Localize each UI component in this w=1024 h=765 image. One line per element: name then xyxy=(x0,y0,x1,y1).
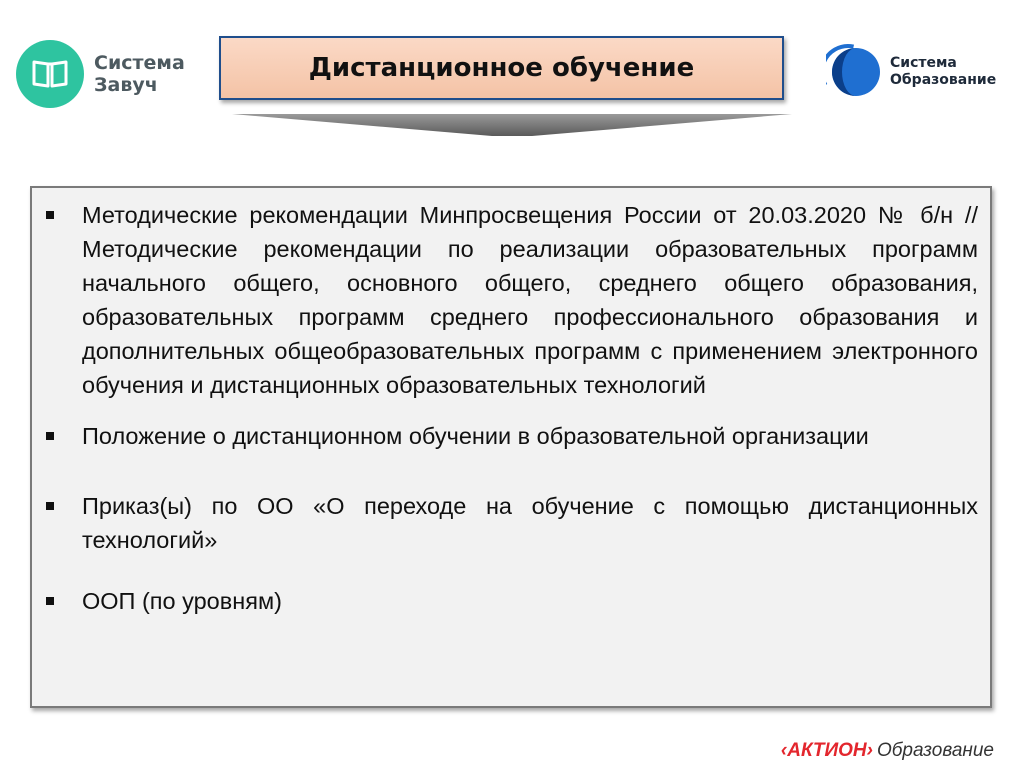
bullet-square-icon xyxy=(46,502,54,510)
page-title: Дистанционное обучение xyxy=(308,53,695,83)
list-item xyxy=(44,489,978,557)
title-banner xyxy=(219,36,784,100)
logo-left-line1: Система xyxy=(94,52,185,74)
list-item xyxy=(44,419,978,453)
title-shadow-arrow xyxy=(232,112,792,140)
logo-right-line1: Система xyxy=(890,55,957,71)
list-item-text: Положение о дистанционном обучении в образовательной организации xyxy=(82,423,869,449)
list-item-text: Методические рекомендации Минпросвещения России от 20.03.2020 № б/н // Методические рекомендации по реализации образовательных программ начального общего, основного общего, среднего общего образования, образовательных программ среднего профессионального образования и дополнительных общеобразовательных программ с применением электронного обучения и дистанционных образовательных технологий xyxy=(82,202,978,398)
footer-brand-logo xyxy=(781,740,994,762)
bullet-list xyxy=(44,198,978,618)
logo-right-line2: Образование xyxy=(890,72,997,88)
bullet-square-icon xyxy=(46,597,54,605)
list-item xyxy=(44,584,978,618)
content-panel xyxy=(30,186,992,708)
globe-logo-icon xyxy=(826,42,882,102)
logo-sistema-zavuch-text xyxy=(94,52,185,96)
logo-left-line2: Завуч xyxy=(94,74,158,96)
footer-brand-name: ‹АКТИОН› xyxy=(780,740,873,761)
logo-sistema-obrazovanie-text xyxy=(890,55,996,89)
bullet-square-icon xyxy=(46,211,54,219)
bullet-square-icon xyxy=(46,432,54,440)
book-icon xyxy=(16,40,84,108)
list-item-text: Приказ(ы) по ОО «О переходе на обучение с помощью дистанционных технологий» xyxy=(82,493,978,553)
list-item-text: ООП (по уровням) xyxy=(82,588,282,614)
list-item xyxy=(44,198,978,402)
logo-sistema-obrazovanie xyxy=(826,42,996,102)
footer-brand-suffix: Образование xyxy=(876,740,994,761)
logo-sistema-zavuch xyxy=(16,40,185,108)
